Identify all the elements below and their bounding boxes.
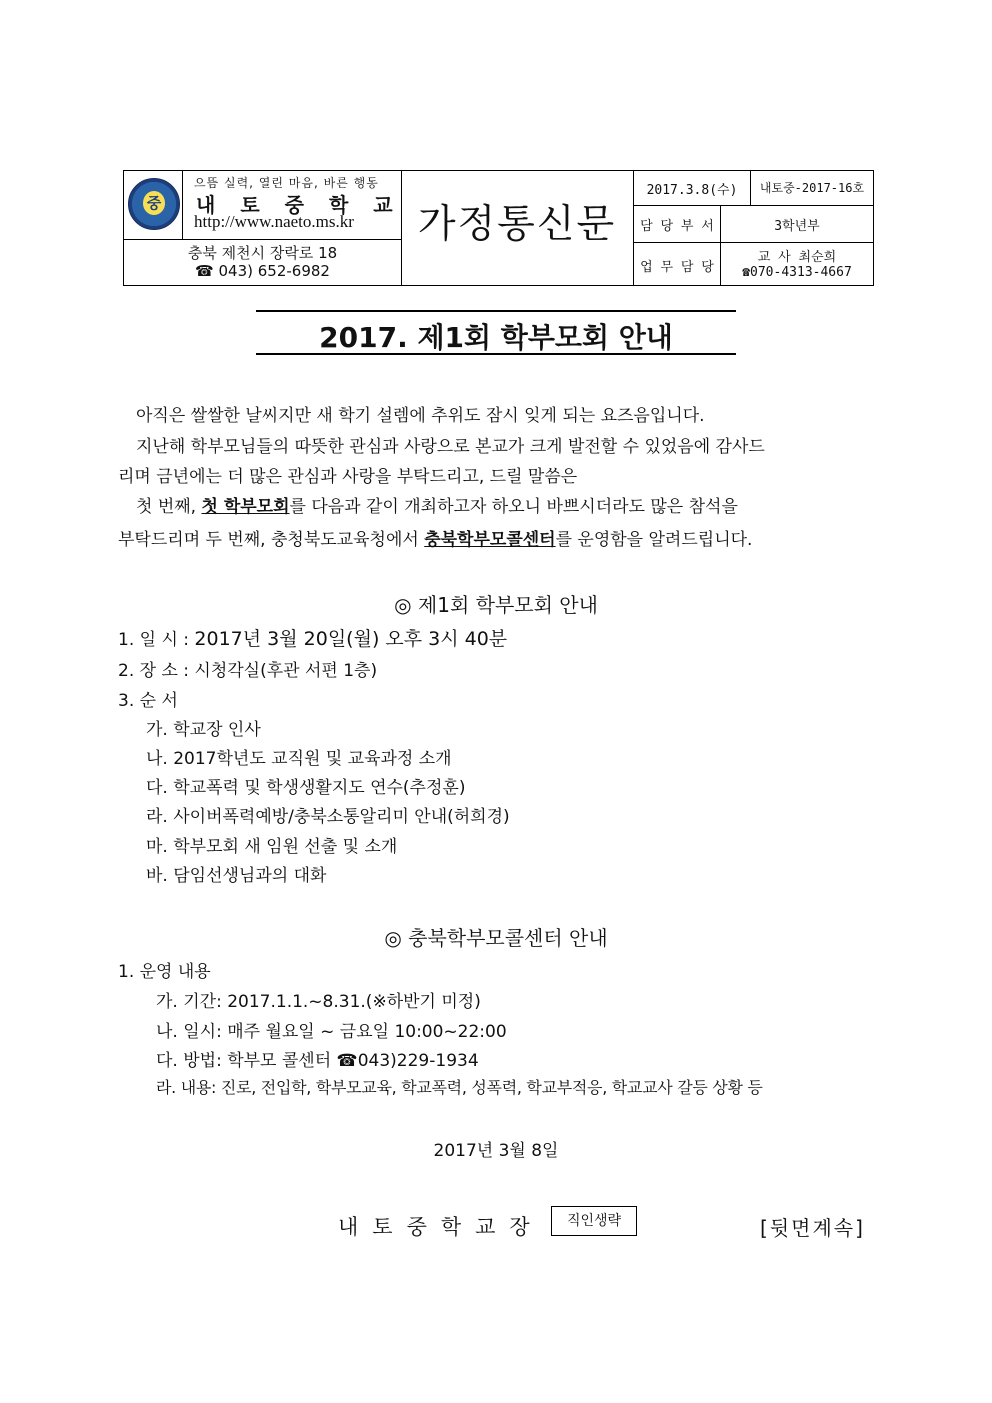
intro-line-5-a: 부탁드리며 두 번째, 충청북도교육청에서	[118, 530, 425, 550]
continued-marker: [뒷면계속]	[760, 1216, 865, 1240]
school-logo-mark: 중	[143, 191, 165, 215]
section-1-item-1-value: 2017년 3월 20일(월) 오후 3시 40분	[194, 628, 508, 650]
order-item-6: 바. 담임선생님과의 대화	[146, 866, 327, 886]
dept-value: 3학년부	[774, 219, 820, 234]
section-1-title: ◎ 제1회 학부모회 안내	[394, 593, 598, 617]
section-1-item-2: 2. 장 소 : 시청각실(후관 서편 1층)	[118, 661, 378, 681]
school-phone: ☎ 043) 652-6982	[195, 262, 330, 280]
section-2-title: ◎ 충북학부모콜센터 안내	[384, 926, 608, 950]
call-center-emphasis: 충북학부모콜센터	[424, 530, 556, 550]
staff-label: 업 무 담 당	[640, 260, 714, 275]
callcenter-detail-2: 나. 일시: 매주 월요일 ~ 금요일 10:00~22:00	[156, 1022, 507, 1042]
headline-bottom-rule	[256, 353, 736, 355]
document-title: 가정통신문	[417, 202, 617, 247]
document-number: 내토중-2017-16호	[759, 181, 865, 195]
school-address-block	[124, 244, 401, 280]
headline: 2017. 제1회 학부모회 안내	[319, 321, 673, 354]
dept-label: 담 당 부 서	[640, 219, 714, 234]
intro-line-2: 지난해 학부모님들의 따뜻한 관심과 사랑으로 본교가 크게 발전할 수 있었음에 감사드	[136, 437, 765, 457]
callcenter-detail-1: 가. 기간: 2017.1.1.~8.31.(※하반기 미정)	[156, 992, 481, 1012]
intro-line-1: 아직은 쌀쌀한 날씨지만 새 학기 설렘에 추위도 잠시 잊게 되는 요즈음입니다.	[136, 406, 705, 426]
section-1-item-1	[118, 624, 507, 651]
footer-date: 2017년 3월 8일	[433, 1141, 559, 1161]
order-item-3: 다. 학교폭력 및 학생생활지도 연수(추정훈)	[146, 778, 466, 798]
intro-line-4	[136, 492, 738, 517]
school-name: 내토중학교	[196, 193, 418, 217]
order-item-2: 나. 2017학년도 교직원 및 교육과정 소개	[146, 749, 452, 769]
staff-name: 교 사 최순희	[757, 250, 837, 265]
intro-line-4-a: 첫 번째,	[136, 497, 202, 517]
callcenter-detail-4: 라. 내용: 진로, 전입학, 학부모교육, 학교폭력, 성폭력, 학교부적응, 학교교사 갈등 상황 등	[156, 1078, 763, 1097]
staff-phone: ☎070-4313-4667	[742, 265, 852, 280]
intro-line-5	[118, 525, 752, 550]
callcenter-detail-3: 다. 방법: 학부모 콜센터 ☎043)229-1934	[156, 1051, 479, 1071]
school-url: http://www.naeto.ms.kr	[194, 212, 354, 231]
intro-line-4-c: 를 다음과 같이 개최하고자 하오니 바쁘시더라도 많은 참석을	[289, 497, 738, 517]
headline-top-rule	[256, 310, 736, 312]
order-item-1: 가. 학교장 인사	[146, 720, 261, 740]
school-motto: 으뜸 실력, 열린 마음, 바른 행동	[194, 176, 379, 190]
section-2-item-1: 1. 운영 내용	[118, 962, 211, 982]
school-logo	[128, 178, 180, 230]
school-address: 충북 제천시 장락로 18	[187, 244, 338, 262]
first-parents-meeting-emphasis: 첫 학부모회	[201, 497, 290, 517]
order-item-4: 라. 사이버폭력예방/충북소통알리미 안내(허희경)	[146, 807, 510, 827]
section-1-item-3: 3. 순 서	[118, 691, 178, 711]
intro-line-5-c: 를 운영함을 알려드립니다.	[555, 530, 753, 550]
order-item-5: 마. 학부모회 새 임원 선출 및 소개	[146, 837, 398, 857]
section-1-item-1-label: 1. 일 시 :	[118, 630, 195, 650]
seal-omitted-box: 직인생략	[551, 1206, 637, 1236]
principal-name: 내토중학교장	[338, 1215, 544, 1239]
intro-line-3: 리며 금년에는 더 많은 관심과 사랑을 부탁드리고, 드릴 말씀은	[118, 467, 578, 487]
document-date: 2017.3.8(수)	[646, 183, 738, 198]
